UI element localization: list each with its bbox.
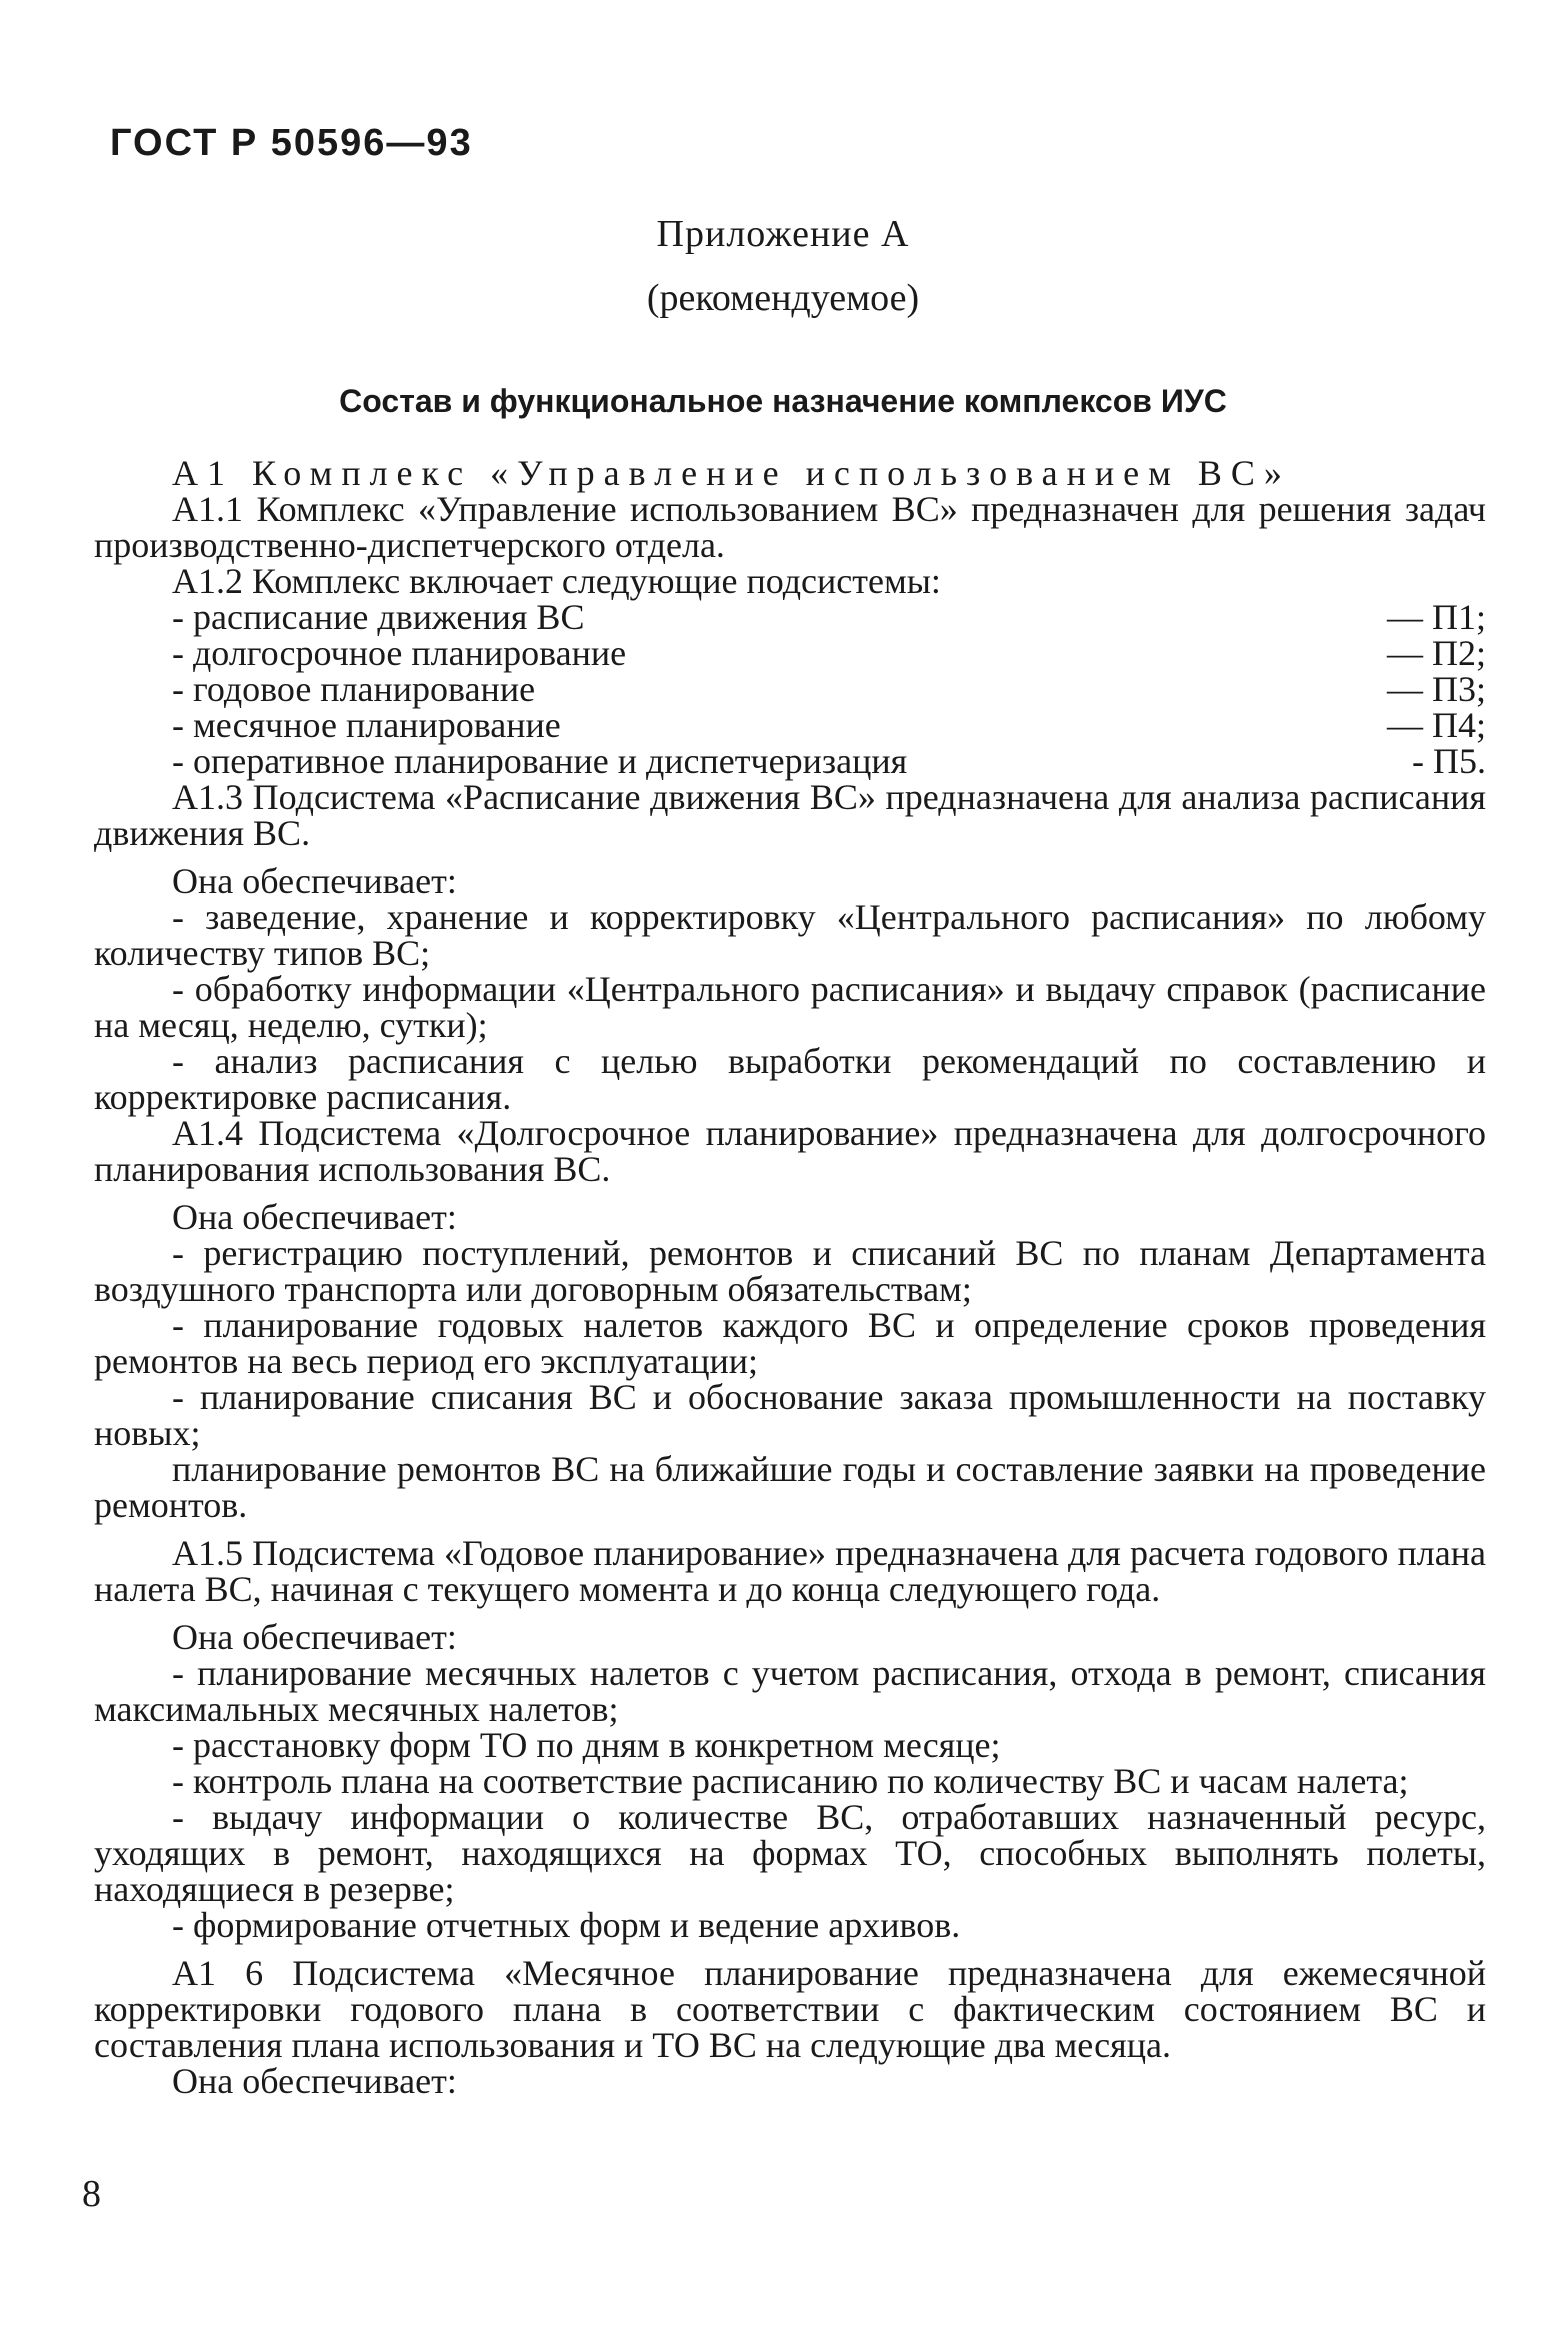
standard-header: ГОСТ Р 50596—93 <box>110 122 473 164</box>
list-item: - формирование отчетных форм и ведение архивов. <box>172 1905 961 1945</box>
list-item: планирование ремонтов ВС на ближайшие годы и составление заявки на проведение ремонтов. <box>94 1449 1486 1525</box>
provides-label: Она обеспечивает: <box>172 1617 457 1657</box>
provides-label: Она обеспечивает: <box>172 2061 457 2101</box>
a1-2-paragraph: А1.2 Комплекс включает следующие подсистемы: <box>172 561 941 601</box>
subsystem-name: - годовое планирование <box>172 669 536 709</box>
a1-4-paragraph: А1.4 Подсистема «Долгосрочное планирование» предназначена для долгосрочного планирования использования ВС. <box>94 1113 1486 1189</box>
a1-3-paragraph: А1.3 Подсистема «Расписание движения ВС» предназначена для анализа расписания движения ВС. <box>94 777 1486 853</box>
appendix-subtitle: (рекомендуемое) <box>646 277 920 319</box>
subsystem-item <box>94 599 1486 635</box>
subsystem-name: - месячное планирование <box>172 705 561 745</box>
subsystem-code: - П5. <box>1412 741 1486 781</box>
list-item: - заведение, хранение и корректировку «Центрального расписания» по любому количеству типов ВС; <box>94 897 1486 973</box>
subsystem-item <box>94 671 1486 707</box>
subsystem-item <box>94 743 1486 779</box>
list-item: - регистрацию поступлений, ремонтов и списаний ВС по планам Департамента воздушного транспорта или договорным обязательствам; <box>94 1233 1486 1309</box>
list-item: - обработку информации «Центрального расписания» и выдачу справок (расписание на месяц, неделю, сутки); <box>94 969 1486 1045</box>
list-item: - планирование годовых налетов каждого ВС и определение сроков проведения ремонтов на весь период его эксплуатации; <box>94 1305 1486 1381</box>
subsystem-item <box>94 707 1486 743</box>
subsystem-list <box>94 599 1486 779</box>
list-item: - анализ расписания с целью выработки рекомендаций по составлению и корректировке расписания. <box>94 1041 1486 1117</box>
section-heading: Состав и функциональное назначение комплексов ИУС <box>339 383 1227 419</box>
list-item: - планирование месячных налетов с учетом расписания, отхода в ремонт, списания максимальных месячных налетов; <box>94 1653 1486 1729</box>
subsystem-name: - долгосрочное планирование <box>172 633 627 673</box>
a1-6-paragraph: А1 6 Подсистема «Месячное планирование предназначена для ежемесячной корректировки годового плана в соответствии с фактическим состоянием ВС и составления плана использования и ТО ВС на следующие два месяца. <box>94 1953 1486 2065</box>
subsystem-code: — П1; <box>1387 597 1486 637</box>
a1-1-paragraph: А1.1 Комплекс «Управление использованием ВС» предназначен для решения задач производственно-диспетчерского отдела. <box>94 489 1486 565</box>
subsystem-code: — П3; <box>1387 669 1486 709</box>
subsystem-code: — П4; <box>1387 705 1486 745</box>
provides-label: Она обеспечивает: <box>172 861 457 901</box>
list-item: - планирование списания ВС и обоснование заказа промышленности на поставку новых; <box>94 1377 1486 1453</box>
page-number: 8 <box>82 2173 101 2215</box>
document-body <box>94 455 1486 2099</box>
a1-heading: А1 Комплекс «Управление использованием ВС» <box>172 453 1291 493</box>
a1-5-paragraph: А1.5 Подсистема «Годовое планирование» предназначена для расчета годового плана налета ВС, начиная с текущего момента и до конца следующего года. <box>94 1533 1486 1609</box>
list-item: - выдачу информации о количестве ВС, отработавших назначенный ресурс, уходящих в ремонт, находящихся на формах ТО, способных выполнять полеты, находящиеся в резерве; <box>94 1797 1486 1909</box>
appendix-title: Приложение А <box>656 213 910 255</box>
provides-label: Она обеспечивает: <box>172 1197 457 1237</box>
list-item: - контроль плана на соответствие расписанию по количеству ВС и часам налета; <box>172 1761 1409 1801</box>
list-item: - расстановку форм ТО по дням в конкретном месяце; <box>172 1725 1001 1765</box>
subsystem-name: - оперативное планирование и диспетчеризация <box>172 741 908 781</box>
subsystem-code: — П2; <box>1387 633 1486 673</box>
subsystem-name: - расписание движения ВС <box>172 597 585 637</box>
subsystem-item <box>94 635 1486 671</box>
